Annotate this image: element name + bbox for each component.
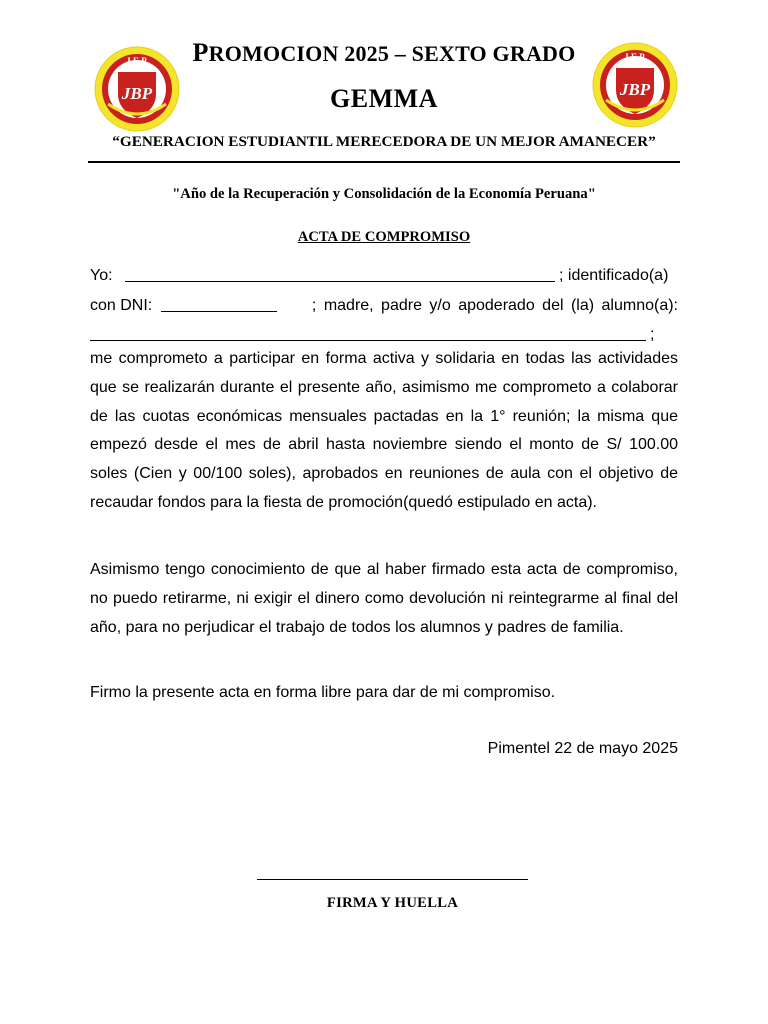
student-blank[interactable] bbox=[90, 322, 646, 341]
header-title-rest: ROMOCION 2025 – SEXTO GRADO bbox=[208, 41, 576, 66]
place-date: Pimentel 22 de mayo 2025 bbox=[487, 740, 678, 757]
acknowledgement-paragraph: Asimismo tengo conocimiento de que al haber firmado esta acta de compromiso, no puedo retirarme, ni exigir el dinero como devolución ni reintegrarme al final del año, para no perjudicar el trabajo de todos los alumnos y padres de familia. bbox=[90, 561, 678, 636]
logo-top-text: I E P bbox=[127, 56, 147, 66]
student-suffix: ; bbox=[650, 326, 655, 343]
commitment-paragraph: me comprometo a participar en forma activa y solidaria en todas las actividades que se realizarán durante el presente año, asimismo me comprometo a colaborar de las cuotas económicas mensuales pactadas en la 1° reunión; la misma que empezó desde el mes de abril hasta noviembre siendo el monto de S/ 100.00 soles (Cien y 00/100 soles), aprobados en reuniones de aula con el objetivo de recaudar fondos para la fiesta de promoción(quedó estipulado en acta). bbox=[90, 350, 678, 511]
dni-prefix: con DNI: bbox=[90, 297, 153, 314]
signature-line[interactable] bbox=[257, 879, 528, 880]
header-divider bbox=[88, 161, 680, 163]
logo-top-text: I E P bbox=[625, 52, 645, 62]
dni-blank[interactable] bbox=[161, 293, 277, 312]
logo-monogram: JBP bbox=[619, 80, 651, 99]
header-motto: “GENERACION ESTUDIANTIL MERECEDORA DE UN MEJOR AMANECER” bbox=[112, 133, 656, 150]
name-blank[interactable] bbox=[125, 263, 555, 282]
header-subtitle: GEMMA bbox=[330, 84, 438, 113]
closing-paragraph: Firmo la presente acta en forma libre para dar de mi compromiso. bbox=[90, 684, 556, 701]
dni-line bbox=[90, 292, 678, 320]
name-line bbox=[90, 262, 678, 290]
dni-suffix: ; madre, padre y/o apoderado del (la) alumno(a): bbox=[311, 297, 678, 314]
year-motto: "Año de la Recuperación y Consolidación de la Economía Peruana" bbox=[172, 186, 596, 202]
name-suffix: ; identificado(a) bbox=[559, 267, 669, 284]
name-prefix: Yo: bbox=[90, 267, 113, 284]
header-title bbox=[150, 38, 618, 68]
header-title-initial: P bbox=[192, 38, 209, 67]
logo-monogram: JBP bbox=[121, 84, 153, 103]
signature-label: FIRMA Y HUELLA bbox=[326, 895, 459, 911]
document-title: ACTA DE COMPROMISO bbox=[297, 229, 471, 245]
